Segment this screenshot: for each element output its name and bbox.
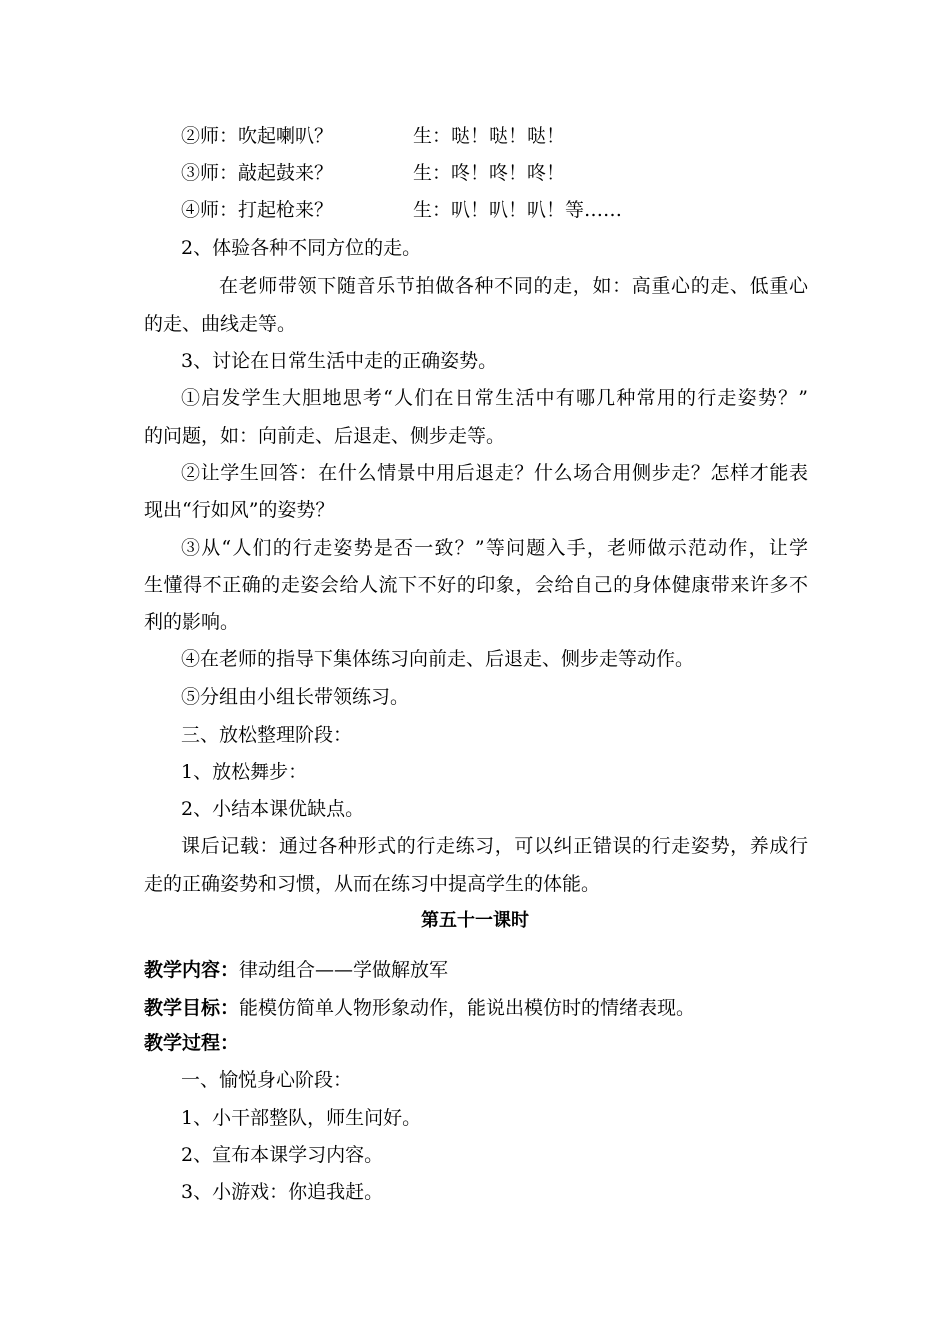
lesson-goal-row bbox=[144, 996, 695, 1020]
dialog-student-line: 生：叭！叭！叭！等…… bbox=[413, 199, 623, 221]
list-item: ⑤分组由小组长带领练习。 bbox=[181, 686, 410, 708]
list-item: 3、小游戏：你追我赶。 bbox=[181, 1181, 384, 1203]
goal-label: 教学目标： bbox=[144, 997, 240, 1019]
list-item: ④在老师的指导下集体练习向前走、后退走、侧步走等动作。 bbox=[181, 648, 695, 670]
list-item-continuation: 利的影响。 bbox=[144, 611, 240, 633]
content-label: 教学内容： bbox=[144, 959, 240, 981]
lesson-content-row bbox=[144, 958, 448, 982]
list-item: ②让学生回答：在什么情景中用后退走？什么场合用侧步走？怎样才能表 bbox=[181, 462, 808, 484]
section-heading: 2、体验各种不同方位的走。 bbox=[181, 237, 422, 259]
note-line: 课后记载：通过各种形式的行走练习，可以纠正错误的行走姿势，养成行 bbox=[181, 835, 808, 857]
dialog-student-line: 生：咚！咚！咚！ bbox=[413, 162, 566, 184]
list-item: ③从“人们的行走姿势是否一致？”等问题入手，老师做示范动作，让学 bbox=[181, 537, 808, 559]
dialog-teacher-line: ④师：打起枪来？ bbox=[181, 199, 334, 221]
list-item: 2、宣布本课学习内容。 bbox=[181, 1144, 384, 1166]
list-item: ①启发学生大胆地思考“人们在日常生活中有哪几种常用的行走姿势？” bbox=[181, 387, 808, 409]
section-heading: 3、讨论在日常生活中走的正确姿势。 bbox=[181, 350, 498, 372]
paragraph-line: 的走、曲线走等。 bbox=[144, 313, 297, 335]
list-item-continuation: 现出“行如风”的姿势？ bbox=[144, 499, 335, 521]
dialog-teacher-line: ③师：敲起鼓来？ bbox=[181, 162, 334, 184]
list-item-continuation: 生懂得不正确的走姿会给人流下不好的印象，会给自己的身体健康带来许多不 bbox=[144, 574, 808, 596]
list-item: 2、小结本课优缺点。 bbox=[181, 798, 365, 820]
list-item: 1、放松舞步： bbox=[181, 761, 308, 783]
lesson-title: 第五十一课时 bbox=[421, 910, 529, 931]
process-label: 教学过程： bbox=[144, 1032, 240, 1054]
paragraph-line: 在老师带领下随音乐节拍做各种不同的走，如：高重心的走、低重心 bbox=[219, 275, 808, 297]
section-heading: 一、愉悦身心阶段： bbox=[181, 1069, 353, 1091]
dialog-teacher-line: ②师：吹起喇叭？ bbox=[181, 125, 334, 147]
note-line: 走的正确姿势和习惯，从而在练习中提高学生的体能。 bbox=[144, 873, 601, 895]
dialog-student-line: 生：哒！哒！哒！ bbox=[413, 125, 566, 147]
content-value: 律动组合——学做解放军 bbox=[239, 959, 449, 981]
goal-value: 能模仿简单人物形象动作，能说出模仿时的情绪表现。 bbox=[239, 997, 696, 1019]
list-item: 1、小干部整队，师生问好。 bbox=[181, 1107, 422, 1129]
section-heading: 三、放松整理阶段： bbox=[181, 724, 353, 746]
list-item-continuation: 的问题，如：向前走、后退走、侧步走等。 bbox=[144, 425, 506, 447]
